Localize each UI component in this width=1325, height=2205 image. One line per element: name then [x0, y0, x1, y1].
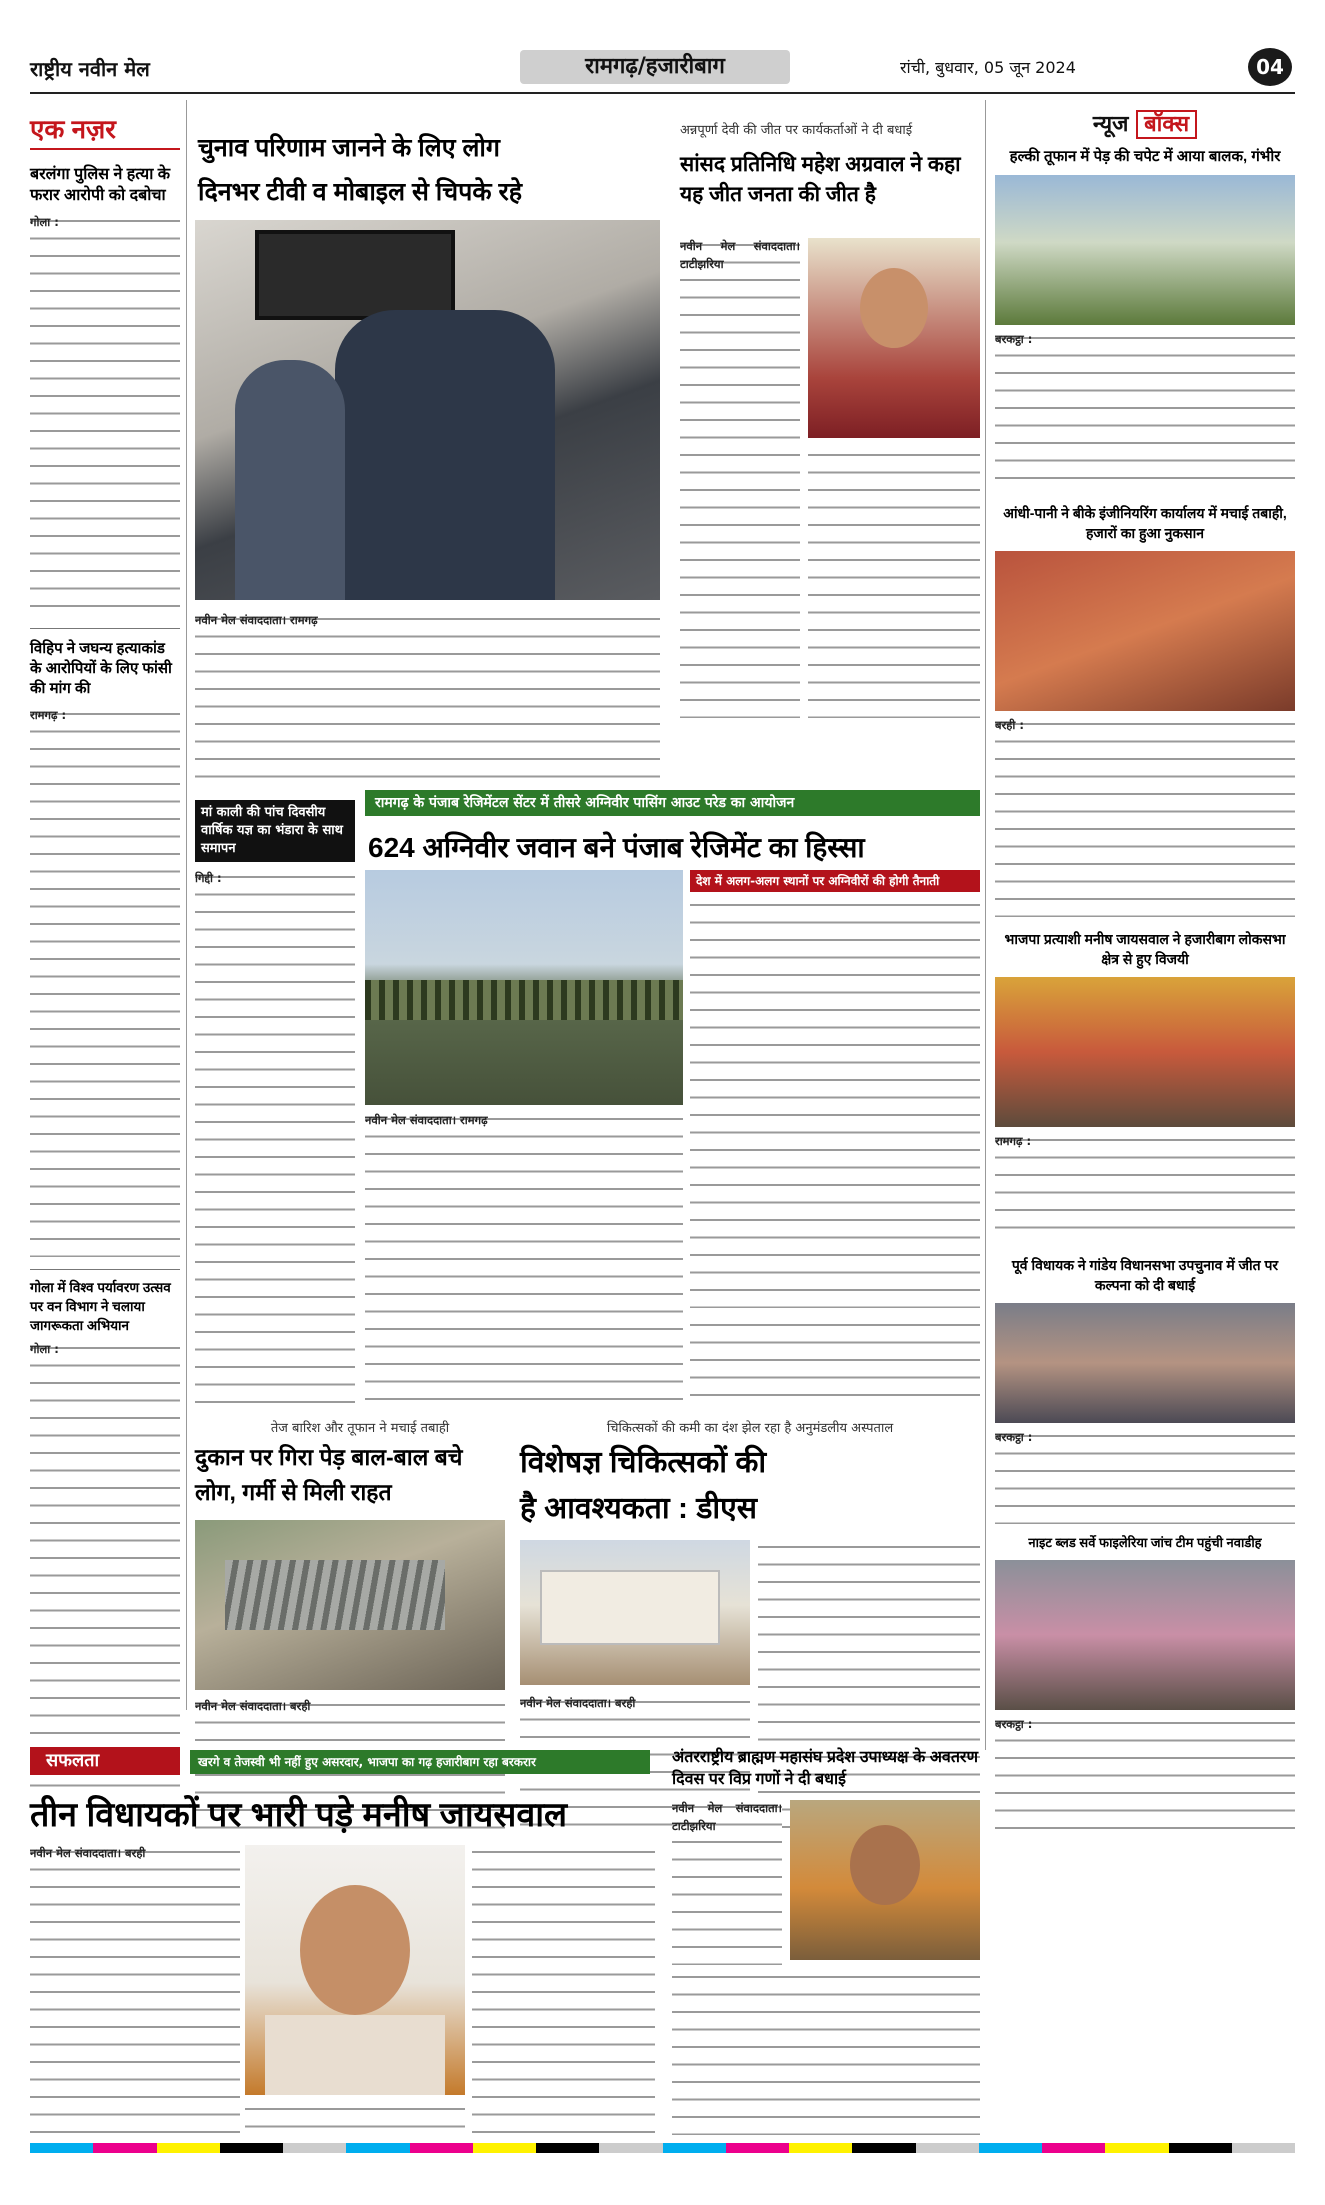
agniveer-banner: रामगढ़ के पंजाब रेजिमेंटल सेंटर में तीसरे अग्निवीर पासिंग आउट परेड का आयोजन — [365, 790, 980, 816]
story-headline-box: मां काली की पांच दिवसीय वार्षिक यज्ञ का भंडारा के साथ समापन — [195, 800, 355, 862]
story-body — [30, 707, 180, 1257]
portrait-photo — [808, 238, 980, 438]
byline: नवीन मेल संवाददाता। रामगढ़ — [365, 1113, 488, 1127]
story-body — [672, 1970, 980, 2135]
agniveer-subhead: देश में अलग-अलग स्थानों पर अग्निवीरों की होगी तैनाती — [690, 870, 980, 892]
kicker: अन्नपूर्णा देवी की जीत पर कार्यकर्ताओं ने दी बधाई — [680, 123, 913, 138]
column-label: एक नज़र — [30, 110, 180, 150]
news-box-label: न्यूज बॉक्स — [995, 108, 1295, 138]
village-photo — [995, 175, 1295, 325]
story-lead: गोला : — [30, 215, 59, 229]
manish-banner: खरगे व तेजस्वी भी नहीं हुए असरदार, भाजपा का गढ़ हजारीबाग रहा बरकरार — [190, 1750, 650, 1774]
news-body — [995, 1429, 1295, 1524]
news-headline: पूर्व विधायक ने गांडेय विधानसभा उपचुनाव में जीत पर कल्पना को दी बधाई — [1011, 1257, 1279, 1293]
agniveer-headline: 624 अग्निवीर जवान बने पंजाब रेजिमेंट का हिस्सा — [368, 832, 865, 863]
print-color-strip — [30, 2143, 1295, 2153]
news-headline: हल्की तूफान में पेड़ की चपेट में आया बालक, गंभीर — [1009, 148, 1281, 165]
manish-photo — [245, 1845, 465, 2095]
news-box — [995, 108, 1295, 1841]
story-body — [30, 1341, 180, 1791]
masthead-rule — [30, 92, 1295, 94]
dateline: रांची, बुधवार, 05 जून 2024 — [900, 58, 1076, 77]
parade-photo — [365, 870, 683, 1105]
story-body — [472, 1845, 655, 2135]
story-body — [690, 1318, 980, 1410]
greeting-photo — [995, 1303, 1295, 1423]
kicker: चिकित्सकों की कमी का दंश झेल रहा है अनुमंडलीय अस्पताल — [606, 1421, 894, 1436]
story-body — [30, 214, 180, 614]
byline: नवीन मेल संवाददाता। बरही — [520, 1696, 636, 1710]
story-headline: विहिप ने जघन्य हत्याकांड के आरोपियों के लिए फांसी की मांग की — [30, 640, 172, 697]
tv-watch-photo — [195, 220, 660, 600]
manish-headline: तीन विधायकों पर भारी पड़े मनीष जायसवाल — [30, 1796, 568, 1834]
story-body — [680, 238, 800, 718]
page-number: 04 — [1248, 48, 1292, 86]
story-lead: बरकट्ठा : — [995, 1430, 1033, 1444]
survey-photo — [995, 1560, 1295, 1710]
story-lead: बरही : — [995, 718, 1024, 732]
story-body — [758, 1540, 980, 1840]
story-body — [690, 898, 980, 1308]
top-headline: चुनाव परिणाम जानने के लिए लोग दिनभर टीवी व मोबाइल से चिपके रहे — [198, 134, 523, 206]
brahman-headline: अंतरराष्ट्रीय ब्राह्मण महासंघ प्रदेश उपाध्यक्ष के अवतरण दिवस पर विप्र गणों ने दी बधाई — [672, 1749, 979, 1788]
byline: नवीन मेल संवाददाता। रामगढ़ — [195, 613, 318, 627]
portrait-photo — [790, 1800, 980, 1960]
story-headline: बरलंगा पुलिस ने हत्या के फरार आरोपी को दबोचा — [30, 166, 171, 204]
section-title: रामगढ़/हजारीबाग — [520, 50, 790, 84]
story-body — [672, 1800, 782, 1965]
byline: नवीन मेल संवाददाता। बरही — [30, 1846, 146, 1860]
story-body — [30, 1845, 240, 2135]
story-headline: विशेषज्ञ चिकित्सकों की है आवश्यकता : डीएस — [520, 1446, 767, 1525]
hospital-photo — [520, 1540, 750, 1685]
byline: नवीन मेल संवाददाता। टाटीझरिया — [672, 1801, 782, 1833]
news-body — [995, 717, 1295, 917]
paper-name: राष्ट्रीय नवीन मेल — [30, 57, 150, 81]
news-headline: भाजपा प्रत्याशी मनीष जायसवाल ने हजारीबाग लोकसभा क्षेत्र से हुए विजयी — [1004, 931, 1286, 967]
story-body — [808, 448, 980, 718]
story-headline: सांसद प्रतिनिधि महेश अग्रवाल ने कहा यह जीत जनता की जीत है — [680, 153, 961, 206]
story-lead: बरकट्ठा : — [995, 1717, 1033, 1731]
story-lead: गिद्दी : — [195, 871, 222, 885]
story-lead: गोला : — [30, 1342, 59, 1356]
story-body — [365, 1112, 683, 1412]
story-lead: रामगढ़ : — [995, 1134, 1032, 1148]
fallen-tree-photo — [195, 1520, 505, 1690]
byline: नवीन मेल संवाददाता। बरही — [195, 1699, 311, 1713]
victory-photo — [995, 977, 1295, 1127]
top-story-body — [195, 612, 660, 787]
kicker: तेज बारिश और तूफान ने मचाई तबाही — [270, 1421, 450, 1436]
story-body — [195, 870, 355, 1410]
news-body — [995, 331, 1295, 491]
news-headline: आंधी-पानी ने बीके इंजीनियरिंग कार्यालय में मचाई तबाही, हजारों का हुआ नुकसान — [1003, 505, 1287, 541]
column-divider — [985, 100, 986, 1750]
story-body — [245, 2102, 465, 2136]
story-headline: गोला में विश्व पर्यावरण उत्सव पर वन विभाग ने चलाया जागरूकता अभियान — [30, 1280, 171, 1333]
damage-photo — [995, 551, 1295, 711]
story-lead: रामगढ़ : — [30, 708, 67, 722]
byline: नवीन मेल संवाददाता। टाटीझरिया — [680, 239, 800, 271]
news-body — [995, 1716, 1295, 1841]
news-headline: नाइट ब्लड सर्वे फाइलेरिया जांच टीम पहुंची नवाडीह — [1028, 1535, 1262, 1550]
left-column — [30, 110, 180, 1791]
story-headline: दुकान पर गिरा पेड़ बाल-बाल बचे लोग, गर्मी से मिली राहत — [195, 1444, 463, 1505]
news-body — [995, 1133, 1295, 1243]
success-label: सफलता — [30, 1747, 180, 1775]
column-divider — [186, 100, 187, 1710]
story-lead: बरकट्ठा : — [995, 332, 1033, 346]
